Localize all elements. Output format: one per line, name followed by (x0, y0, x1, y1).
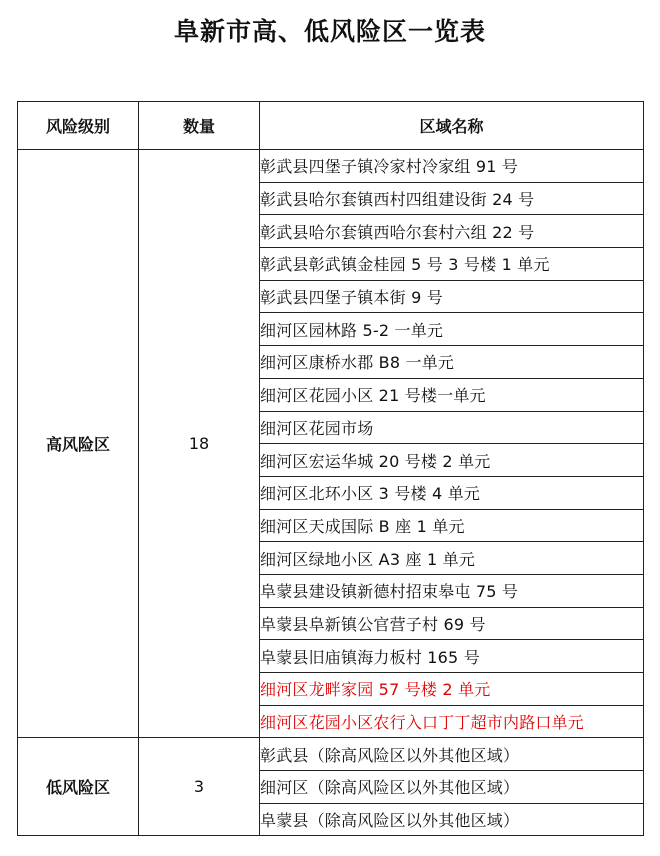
area-name-cell: 细河区龙畔家园 57 号楼 2 单元 (260, 673, 644, 706)
area-name-cell: 彰武县彰武镇金桂园 5 号 3 号楼 1 单元 (260, 248, 644, 281)
area-name-cell: 细河区花园小区 21 号楼一单元 (260, 378, 644, 411)
area-name-cell: 彰武县哈尔套镇西哈尔套村六组 22 号 (260, 215, 644, 248)
header-count: 数量 (139, 102, 260, 150)
area-name-cell: 细河区康桥水郡 B8 一单元 (260, 346, 644, 379)
risk-level-cell: 高风险区 (18, 150, 139, 738)
area-count-cell: 18 (139, 150, 260, 738)
area-name-cell: 细河区宏运华城 20 号楼 2 单元 (260, 444, 644, 477)
table-body (18, 150, 644, 836)
area-name-cell: 细河区绿地小区 A3 座 1 单元 (260, 542, 644, 575)
area-name-cell: 彰武县哈尔套镇西村四组建设街 24 号 (260, 182, 644, 215)
risk-area-table (17, 101, 644, 836)
area-name-cell: 彰武县四堡子镇冷家村冷家组 91 号 (260, 150, 644, 183)
area-name-cell: 彰武县四堡子镇本街 9 号 (260, 280, 644, 313)
area-name-cell: 阜蒙县（除高风险区以外其他区域） (260, 803, 644, 836)
area-name-cell: 阜蒙县旧庙镇海力板村 165 号 (260, 640, 644, 673)
area-name-cell: 细河区天成国际 B 座 1 单元 (260, 509, 644, 542)
table-header-row (18, 102, 644, 150)
area-name-cell: 细河区园林路 5-2 一单元 (260, 313, 644, 346)
table-row (18, 738, 644, 771)
area-name-cell: 细河区（除高风险区以外其他区域） (260, 771, 644, 804)
area-count-cell: 3 (139, 738, 260, 836)
area-name-cell: 阜蒙县建设镇新德村招束皋屯 75 号 (260, 574, 644, 607)
area-name-cell: 细河区花园小区农行入口丁丁超市内路口单元 (260, 705, 644, 738)
header-risk-level: 风险级别 (18, 102, 139, 150)
header-area-name: 区域名称 (260, 102, 644, 150)
table-row (18, 150, 644, 183)
area-name-cell: 细河区花园市场 (260, 411, 644, 444)
risk-level-cell: 低风险区 (18, 738, 139, 836)
area-name-cell: 阜蒙县阜新镇公官营子村 69 号 (260, 607, 644, 640)
page-title: 阜新市高、低风险区一览表 (173, 17, 486, 46)
area-name-cell: 细河区北环小区 3 号楼 4 单元 (260, 476, 644, 509)
area-name-cell: 彰武县（除高风险区以外其他区域） (260, 738, 644, 771)
